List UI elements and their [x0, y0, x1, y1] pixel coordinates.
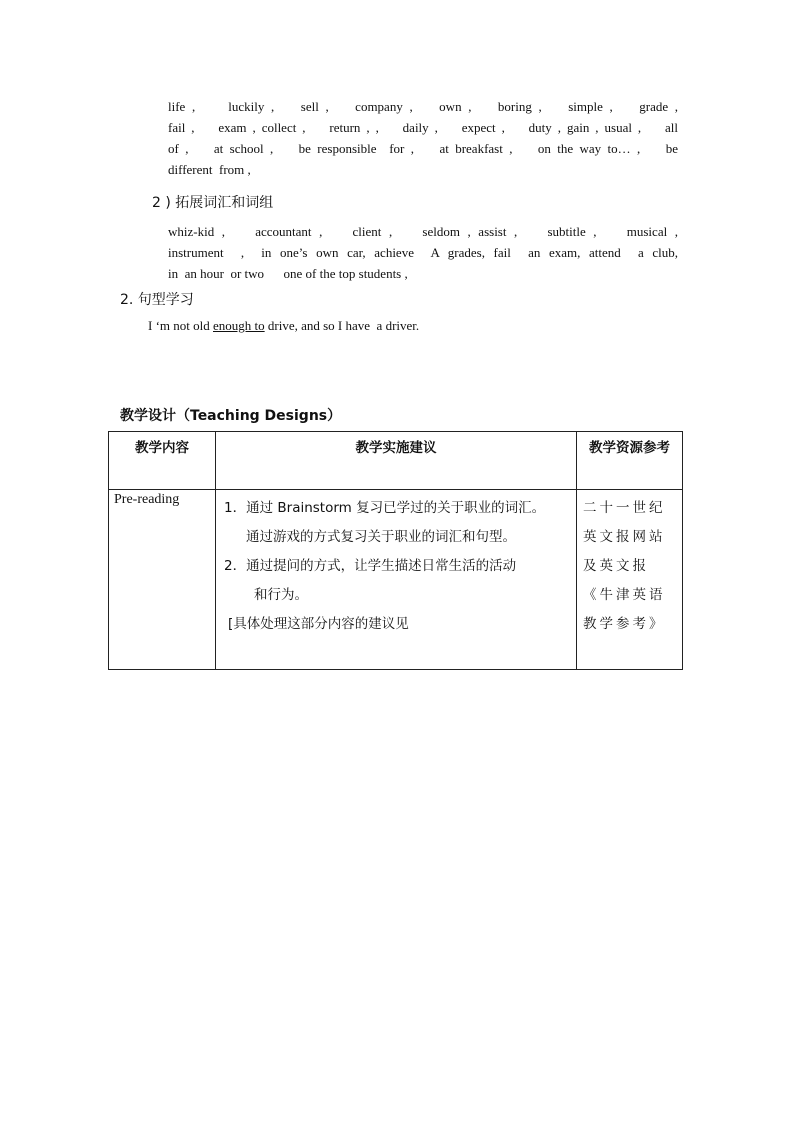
- table-row: [109, 490, 683, 670]
- suggestion-line: 2．通过提问的方式，让学生描述日常生活的活动: [224, 558, 517, 574]
- underlined-phrase: enough to: [213, 318, 265, 333]
- header-suggestions: 教学实施建议: [216, 432, 577, 490]
- resources-cell: [577, 490, 683, 670]
- suggestion-line: 和行为。: [254, 587, 308, 603]
- vocab-line: different from ,: [168, 162, 251, 177]
- suggestions-cell: [216, 490, 577, 670]
- header-content: 教学内容: [109, 432, 216, 490]
- resource-line: 《牛津英语: [583, 587, 666, 603]
- vocab-line: life , luckily , sell , company , own , boring , simple , grade ,: [168, 99, 678, 114]
- table-header-row: [109, 432, 683, 490]
- header-resources: 教学资源参考: [577, 432, 683, 490]
- vocab-line: whiz-kid , accountant , client , seldom , assist , subtitle , musical ,: [168, 224, 678, 239]
- sentence-part: I ‘m not old: [148, 318, 213, 333]
- extended-vocab-heading: 2 ) 拓展词汇和词组: [152, 195, 274, 211]
- suggestion-line: [具体处理这部分内容的建议见: [228, 616, 409, 632]
- vocab-line: in an hour or two one of the top students ,: [168, 266, 408, 281]
- suggestion-line: 通过游戏的方式复习关于职业的词汇和句型。: [246, 529, 516, 545]
- content-cell: Pre-reading: [109, 490, 216, 670]
- suggestion-line: 1．通过 Brainstorm 复习已学过的关于职业的词汇。: [224, 500, 546, 516]
- resource-line: 教学参考》: [583, 616, 666, 632]
- teaching-design-table: [108, 431, 683, 670]
- vocab-line: of , at school , be responsible for , at breakfast , on the way to… , be: [168, 141, 678, 156]
- vocab-paragraph: [168, 96, 678, 180]
- resource-line: 英文报网站: [583, 529, 666, 545]
- resource-line: 及英文报: [583, 558, 649, 574]
- resource-line: 二十一世纪: [583, 500, 666, 516]
- vocab-line: fail , exam , collect , return , , daily , expect , duty , gain , usual , all: [168, 120, 678, 135]
- sentence-part: drive, and so I have a driver.: [264, 318, 420, 333]
- extended-vocab-paragraph: [168, 221, 678, 284]
- example-sentence: [148, 318, 419, 334]
- teaching-design-title: 教学设计（Teaching Designs）: [120, 408, 342, 424]
- sentence-section-heading: 2. 句型学习: [120, 292, 194, 308]
- vocab-line: instrument , in one’s own car, achieve A grades, fail an exam, attend a club,: [168, 245, 678, 260]
